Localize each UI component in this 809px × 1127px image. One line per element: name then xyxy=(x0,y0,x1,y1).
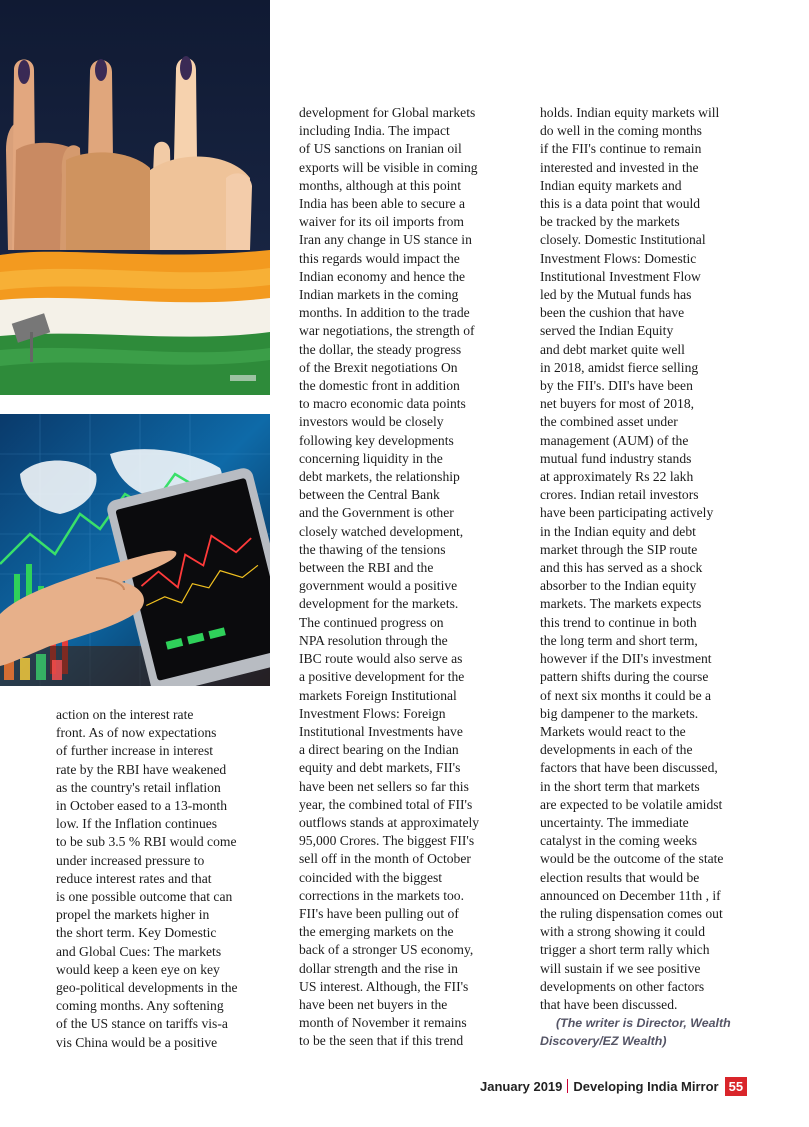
text-line: the domestic front in addition xyxy=(299,378,460,394)
text-line: equity and debt markets, FII's xyxy=(299,760,461,776)
text-line: have been net buyers in the xyxy=(299,996,448,1012)
text-line: coincided with the biggest xyxy=(299,869,443,885)
text-line: a positive development for the xyxy=(299,669,465,685)
article-column-1 xyxy=(56,706,268,1052)
text-line: US interest. Although, the FII's xyxy=(299,978,469,994)
text-line: front. As of now expectations xyxy=(56,725,217,741)
text-line: at approximately Rs 22 lakh xyxy=(540,469,694,485)
text-line: of the Brexit negotiations On xyxy=(299,359,458,375)
text-line: geo-political developments in the xyxy=(56,980,238,996)
text-line: uncertainty. The immediate xyxy=(540,814,689,830)
text-line: months. In addition to the trade xyxy=(299,305,470,321)
magazine-name: Developing India Mirror xyxy=(573,1078,719,1094)
text-line: Markets would react to the xyxy=(540,723,686,739)
text-line: the long term and short term, xyxy=(540,632,698,648)
text-line: exports will be visible in coming xyxy=(299,159,478,175)
text-line: low. If the Inflation continues xyxy=(56,816,218,832)
text-line: Institutional Investment Flow xyxy=(540,268,701,284)
text-line: between the Central Bank xyxy=(299,487,440,503)
text-line: net buyers for most of 2018, xyxy=(540,396,695,412)
writer-byline: (The writer is Director, Wealth xyxy=(556,1016,731,1031)
text-line: the emerging markets on the xyxy=(299,924,454,940)
footer-divider xyxy=(567,1079,568,1093)
text-line: including India. The impact xyxy=(299,123,450,139)
text-line: closely watched development, xyxy=(299,523,464,539)
text-line: factors that have been discussed, xyxy=(540,760,718,776)
text-line: Iran any change in US stance in xyxy=(299,232,472,248)
text-line: in the short term that markets xyxy=(540,778,700,794)
issue-date: January 2019 xyxy=(480,1078,563,1094)
article-column-3 xyxy=(540,104,755,1051)
text-line: served the Indian Equity xyxy=(540,323,674,339)
text-line: election results that would be xyxy=(540,869,700,885)
text-line: of the US stance on tariffs vis-a xyxy=(56,1016,228,1032)
text-line: be tracked by the markets xyxy=(540,214,680,230)
text-line: to be the seen that if this trend xyxy=(299,1033,464,1049)
text-line: investors would be closely xyxy=(299,414,444,430)
text-line: dollar strength and the rise in xyxy=(299,960,458,976)
text-line: of US sanctions on Iranian oil xyxy=(299,141,462,157)
text-line: and this has served as a shock xyxy=(540,560,703,576)
text-line: closely. Domestic Institutional xyxy=(540,232,706,248)
text-line: do well in the coming months xyxy=(540,123,702,139)
text-line: markets. The markets expects xyxy=(540,596,702,612)
text-line: the short term. Key Domestic xyxy=(56,925,217,941)
text-line: coming months. Any softening xyxy=(56,998,224,1014)
text-line: following key developments xyxy=(299,432,454,448)
text-line: the combined asset under xyxy=(540,414,678,430)
text-line: have been net sellers so far this xyxy=(299,778,469,794)
text-line: led by the Mutual funds has xyxy=(540,287,692,303)
text-line: that have been discussed. xyxy=(540,996,678,1012)
text-line: management (AUM) of the xyxy=(540,432,689,448)
writer-byline: Discovery/EZ Wealth) xyxy=(540,1034,667,1049)
text-line: pattern shifts during the course xyxy=(540,669,709,685)
text-line: action on the interest rate xyxy=(56,707,194,722)
voting-fingers-illustration xyxy=(0,0,270,395)
text-line: propel the markets higher in xyxy=(56,907,210,923)
text-line: outflows stands at approximately xyxy=(299,814,480,830)
text-line: holds. Indian equity markets will xyxy=(540,105,720,120)
text-line: big dampener to the markets. xyxy=(540,705,699,721)
text-line: 95,000 Crores. The biggest FII's xyxy=(299,833,475,849)
text-line: catalyst in the coming weeks xyxy=(540,833,698,849)
text-line: as the country's retail inflation xyxy=(56,779,221,795)
text-line: under increased pressure to xyxy=(56,852,205,868)
text-line: NPA resolution through the xyxy=(299,632,448,648)
text-line: debt markets, the relationship xyxy=(299,469,460,485)
text-line: to macro economic data points xyxy=(299,396,466,412)
text-line: sell off in the month of October xyxy=(299,851,471,867)
text-line: this trend to continue in both xyxy=(540,614,697,630)
text-line: month of November it remains xyxy=(299,1015,467,1031)
page-number: 55 xyxy=(725,1077,747,1096)
text-line: government would a positive xyxy=(299,578,458,594)
text-line: interested and invested in the xyxy=(540,159,699,175)
text-line: been the cushion that have xyxy=(540,305,685,321)
text-line: war negotiations, the strength of xyxy=(299,323,475,339)
text-line: would keep a keen eye on key xyxy=(56,961,220,977)
text-line: is one possible outcome that can xyxy=(56,889,233,905)
text-line: absorber to the Indian equity xyxy=(540,578,697,594)
text-line: Indian markets in the coming xyxy=(299,287,459,303)
text-line: trigger a short term rally which xyxy=(540,942,710,958)
text-line: year, the combined total of FII's xyxy=(299,796,473,812)
text-line: The continued progress on xyxy=(299,614,444,630)
text-line: in 2018, amidst fierce selling xyxy=(540,359,699,375)
text-line: and the Government is other xyxy=(299,505,454,521)
text-line: developments in each of the xyxy=(540,742,693,758)
text-line: concerning liquidity in the xyxy=(299,450,443,466)
text-line: mutual fund industry stands xyxy=(540,450,692,466)
text-line: months, although at this point xyxy=(299,177,461,193)
text-line: have been participating actively xyxy=(540,505,714,521)
text-line: are expected to be volatile amidst xyxy=(540,796,723,812)
text-line: to be sub 3.5 % RBI would come xyxy=(56,834,237,850)
text-line: this regards would impact the xyxy=(299,250,460,266)
text-line: markets Foreign Institutional xyxy=(299,687,457,703)
article-column-2 xyxy=(299,104,511,1051)
text-line: rate by the RBI have weakened xyxy=(56,761,227,777)
stock-market-tablet-illustration xyxy=(0,414,270,686)
text-line: back of a stronger US economy, xyxy=(299,942,474,958)
text-line: the thawing of the tensions xyxy=(299,541,446,557)
voting-fingers-icon xyxy=(0,0,270,395)
text-line: between the RBI and the xyxy=(299,560,434,576)
text-line: market through the SIP route xyxy=(540,541,698,557)
text-line: and Global Cues: The markets xyxy=(56,943,222,959)
text-line: with a strong showing it could xyxy=(540,924,706,940)
text-line: corrections in the markets too. xyxy=(299,887,464,903)
text-line: a direct bearing on the Indian xyxy=(299,742,459,758)
text-line: in October eased to a 13-month xyxy=(56,798,228,814)
text-line: Investment Flows: Foreign xyxy=(299,705,446,721)
text-line: the dollar, the steady progress xyxy=(299,341,462,357)
text-line: waiver for its oil imports from xyxy=(299,214,464,230)
text-line: development for the markets. xyxy=(299,596,459,612)
text-line: will sustain if we see positive xyxy=(540,960,701,976)
text-line: however if the DII's investment xyxy=(540,651,712,667)
text-line: development for Global markets xyxy=(299,105,476,120)
text-line: reduce interest rates and that xyxy=(56,870,212,886)
text-line: Indian equity markets and xyxy=(540,177,682,193)
text-line: announced on December 11th , if xyxy=(540,887,721,903)
text-line: vis China would be a positive xyxy=(56,1034,218,1050)
text-line: of next six months it could be a xyxy=(540,687,712,703)
text-line: of further increase in interest xyxy=(56,743,214,759)
page-footer xyxy=(480,1075,747,1097)
text-line: if the FII's continue to remain xyxy=(540,141,702,157)
text-line: would be the outcome of the state xyxy=(540,851,724,867)
text-line: IBC route would also serve as xyxy=(299,651,463,667)
text-line: India has been able to secure a xyxy=(299,196,466,212)
text-line: crores. Indian retail investors xyxy=(540,487,699,503)
text-line: Indian economy and hence the xyxy=(299,268,466,284)
text-line: this is a data point that would xyxy=(540,196,701,212)
text-line: Investment Flows: Domestic xyxy=(540,250,697,266)
text-line: by the FII's. DII's have been xyxy=(540,378,693,394)
text-line: and debt market quite well xyxy=(540,341,685,357)
stock-market-icon xyxy=(0,414,270,686)
text-line: the ruling dispensation comes out xyxy=(540,905,723,921)
text-line: in the Indian equity and debt xyxy=(540,523,696,539)
text-line: developments on other factors xyxy=(540,978,705,994)
text-line: FII's have been pulling out of xyxy=(299,905,459,921)
text-line: Institutional Investments have xyxy=(299,723,463,739)
